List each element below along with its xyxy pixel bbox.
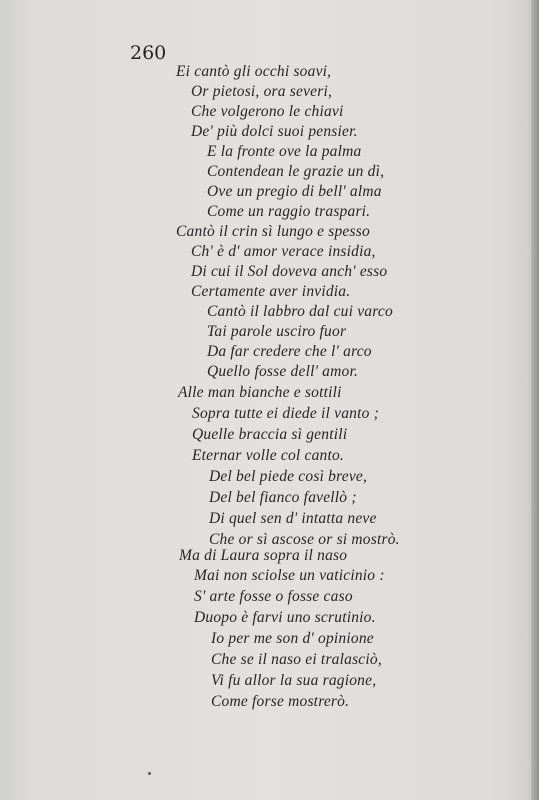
poem-line: Eternar volle col canto.: [192, 447, 345, 464]
poem-line: Da far credere che l' arco: [207, 343, 372, 360]
poem-line: S' arte fosse o fosse caso: [194, 588, 353, 605]
poem-line: Vi fu allor la sua ragione,: [211, 672, 377, 689]
poem-line: Che se il naso ei tralasciò,: [211, 651, 382, 668]
ink-speck: [148, 772, 151, 775]
poem-line: Tai parole usciro fuor: [207, 323, 347, 340]
poem-line: Come forse mostrerò.: [211, 693, 350, 710]
poem-line: Cantò il labbro dal cui varco: [207, 303, 393, 320]
poem-line: Di quel sen d' intatta neve: [209, 510, 377, 527]
page-number: 260: [130, 42, 167, 64]
page-edge: [531, 0, 539, 800]
poem-line: Certamente aver invidia.: [191, 283, 351, 300]
poem-line: Ove un pregio di bell' alma: [207, 183, 382, 200]
poem-line: Che volgerono le chiavi: [191, 103, 344, 120]
poem-line: Mai non sciolse un vaticinio :: [194, 567, 385, 584]
poem-line: Sopra tutte ei diede il vanto ;: [192, 405, 379, 422]
poem-line: Ei cantò gli occhi soavi,: [176, 63, 332, 80]
poem-line: Quello fosse dell' amor.: [207, 363, 359, 380]
poem-line: Del bel fianco favellò ;: [209, 489, 357, 506]
poem-line: Del bel piede così breve,: [209, 468, 368, 485]
poem-line: Ma di Laura sopra il naso: [179, 547, 348, 564]
poem-line: Di cui il Sol doveva anch' esso: [191, 263, 388, 280]
poem-line: Contendean le grazie un dì,: [207, 163, 385, 180]
poem-line: Io per me son d' opinione: [211, 630, 374, 647]
poem-line: Cantò il crin sì lungo e spesso: [176, 223, 370, 240]
poem-line: Duopo è farvi uno scrutinio.: [194, 609, 376, 626]
poem-line: Come un raggio traspari.: [207, 203, 371, 220]
poem-line: E la fronte ove la palma: [207, 143, 362, 160]
poem-line: Quelle braccia sì gentili: [192, 426, 348, 443]
poem-line: Or pietosi, ora severi,: [191, 83, 333, 100]
poem-line: Ch' è d' amor verace insidia,: [191, 243, 376, 260]
poem-line: Che or sì ascose or si mostrò.: [209, 531, 400, 548]
poem-line: De' più dolci suoi pensier.: [191, 123, 358, 140]
poem-line: Alle man bianche e sottili: [178, 384, 342, 401]
